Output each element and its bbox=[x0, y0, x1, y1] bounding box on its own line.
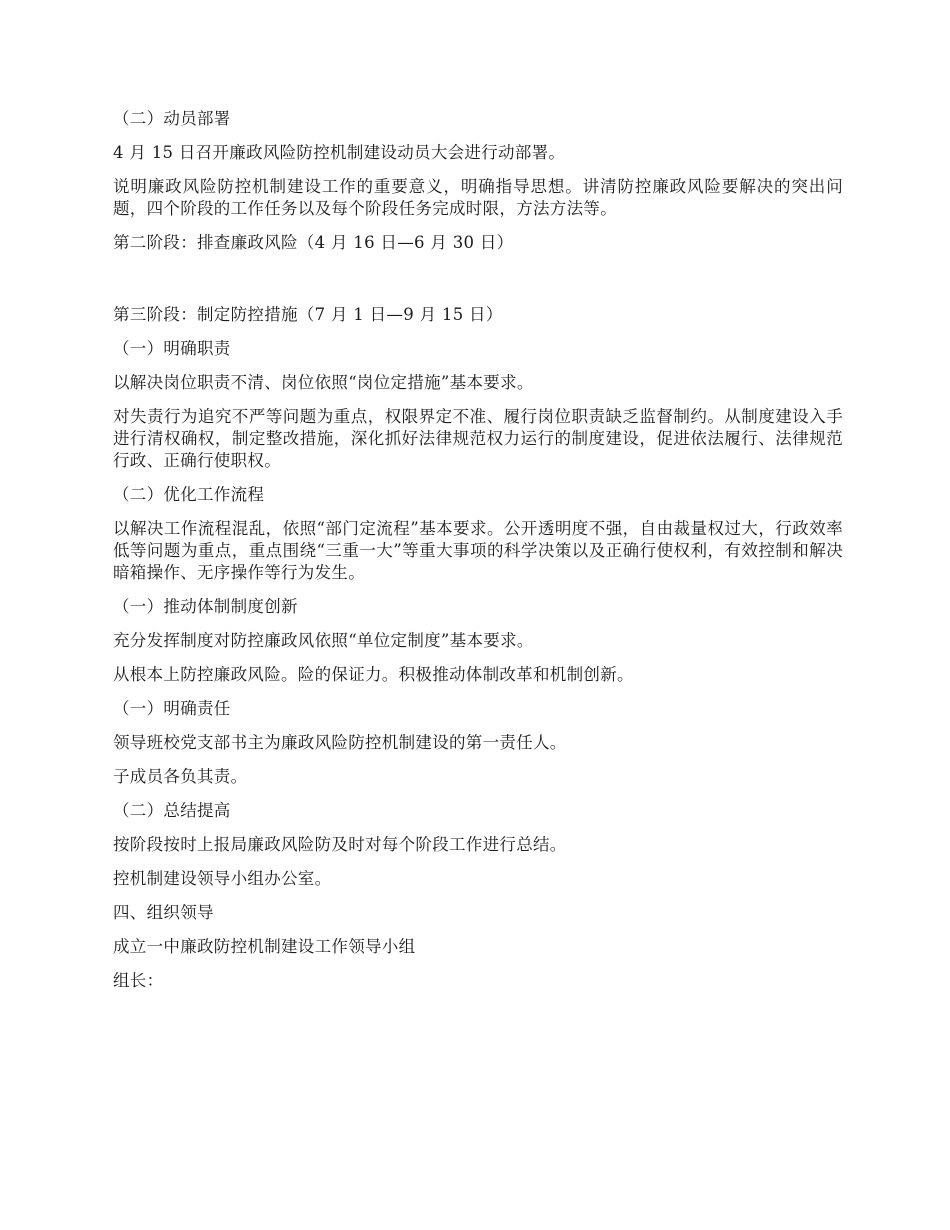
paragraph-duties-requirement: 以解决岗位职责不清、岗位依照“岗位定措施”基本要求。 bbox=[113, 373, 534, 392]
paragraph-meeting-date: 4 月 15 日召开廉政风险防控机制建设动员大会进行动部署。 bbox=[113, 143, 566, 162]
section-heading-responsibility: （一）明确责任 bbox=[113, 699, 231, 718]
paragraph-accountability: 对失责行为追究不严等问题为重点，权限界定不准、履行岗位职责缺乏监督制约。从制度建设入手进行清权确权，制定整改措施，深化抓好法律规范权力运行的制度建设，促进依法履行、法律规范行政、正确行使职权。 bbox=[113, 407, 843, 470]
document-page bbox=[113, 108, 843, 992]
section-heading-innovation: （一）推动体制制度创新 bbox=[113, 597, 298, 616]
paragraph-office: 控机制建设领导小组办公室。 bbox=[113, 869, 332, 888]
section-heading-mobilization: （二）动员部署 bbox=[113, 109, 231, 128]
paragraph-report: 按阶段按时上报局廉政风险防及时对每个阶段工作进行总结。 bbox=[113, 835, 567, 854]
paragraph-members: 子成员各负其责。 bbox=[113, 767, 248, 786]
paragraph-explanation: 说明廉政风险防控机制建设工作的重要意义，明确指导思想。讲清防控廉政风险要解决的突出问题，四个阶段的工作任务以及每个阶段任务完成时限，方法方法等。 bbox=[113, 177, 843, 218]
paragraph-first-responsible: 领导班校党支部书主为廉政风险防控机制建设的第一责任人。 bbox=[113, 733, 567, 752]
section-heading-summary: （二）总结提高 bbox=[113, 801, 231, 820]
paragraph-group-leader: 组长： bbox=[113, 971, 164, 990]
paragraph-system-requirement: 充分发挥制度对防控廉政风依照“单位定制度”基本要求。 bbox=[113, 631, 534, 650]
section-heading-duties: （一）明确职责 bbox=[113, 339, 231, 358]
paragraph-workflow: 以解决工作流程混乱，依照“部门定流程”基本要求。公开透明度不强，自由裁量权过大，行政效率低等问题为重点，重点围绕“三重一大”等重大事项的科学决策以及正确行使权利，有效控制和解决暗箱操作、无序操作等行为发生。 bbox=[113, 519, 843, 582]
paragraph-reform: 从根本上防控廉政风险。险的保证力。积极推动体制改革和机制创新。 bbox=[113, 665, 634, 684]
stage-two-heading: 第二阶段：排查廉政风险（4 月 16 日—6 月 30 日） bbox=[113, 233, 514, 252]
paragraph-leading-group: 成立一中廉政防控机制建设工作领导小组 bbox=[113, 937, 416, 956]
section-heading-workflow: （二）优化工作流程 bbox=[113, 485, 265, 504]
stage-three-heading: 第三阶段：制定防控措施（7 月 1 日—9 月 15 日） bbox=[113, 305, 503, 324]
section-heading-leadership: 四、组织领导 bbox=[113, 903, 214, 922]
